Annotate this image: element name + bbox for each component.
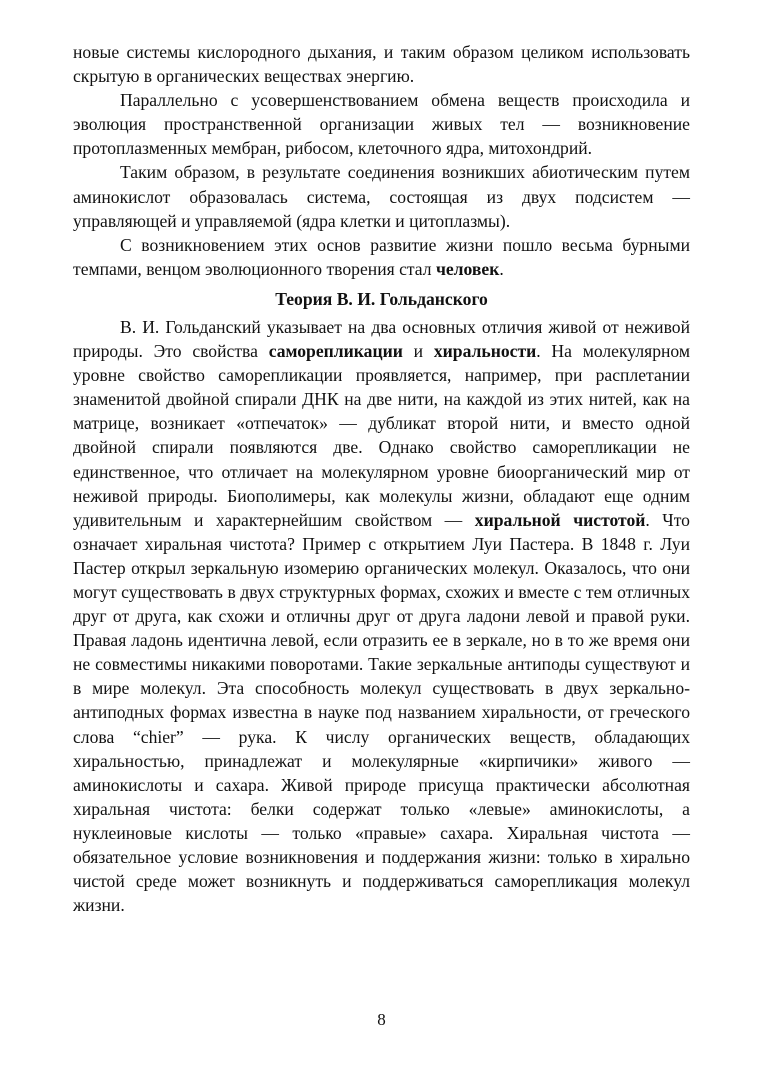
text-run: Таким образом, в результате соединения возникших абиотическим путем аминокислот образовалась система, состоящая из двух подсистем — управляющей и управляемой (ядра клетки и цитоплазмы). — [73, 162, 690, 231]
text-run: новые системы кислородного дыхания, и таким образом целиком использовать скрытую в органических веществах энергию. — [73, 42, 690, 87]
bold-term-self-replication: саморепликации — [268, 341, 403, 362]
section-heading: Теория В. И. Гольданского — [275, 288, 488, 309]
text-run: Параллельно с усовершенствованием обмена веществ происходила и эволюция пространственной организации живых тел — возникновение протоплазменных мембран, рибосом, клеточного ядра, митохондрий. — [73, 90, 690, 159]
paragraph-human-crown — [73, 233, 690, 281]
paragraph-continuation — [73, 40, 690, 88]
paragraph-goldansky-theory — [73, 315, 690, 917]
text-run: . Что означает хиральная чистота? Пример с открытием Луи Пастера. В 1848 г. Луи Пастер открыл зеркальную изомерию органических молекул. Оказалось, что они могут существовать в двух структурных формах, схожих и вместе с тем отличных друг от друга, как схожи и отличны друг от друга ладони левой и правой руки. Правая ладонь идентична левой, если отразить ее в зеркале, но в то же время они не совместимы никакими поворотами. Такие зеркальные антиподы существуют и в мире молекул. Эта способность молекул существовать в двух зеркально-антиподных формах известна в науке под названием хиральности, от греческого слова “chier” — рука. К числу органических веществ, обладающих хиральностью, принадлежат и молекулярные «кирпичики» живого — аминокислоты и сахара. Живой природе присуща практически абсолютная хиральная чистота: белки содержат только «левые» аминокислоты, а нуклеиновые кислоты — только «правые» сахара. Хиральная чистота — обязательное условие возникновения и поддержания жизни: только в хирально чистой среде может возникнуть и поддерживаться саморепликация молекул жизни. — [73, 509, 690, 916]
document-page — [73, 40, 690, 917]
bold-term-chirality: хиральности — [433, 341, 537, 362]
bold-term-human: человек — [435, 258, 500, 279]
text-run: В. И. Гольданский указывает на два основных отличия живой от неживой природы. Это свойства — [73, 316, 690, 362]
text-run: и — [402, 341, 434, 362]
page-number: 8 — [377, 1010, 386, 1029]
text-run: . На молекулярном уровне свойство саморепликации проявляется, например, при расплетании знаменитой двойной спирали ДНК на две нити, на каждой из этих нитей, как на матрице, возникает «отпечаток» — дубликат второй нити, и вместо одной двойной спирали появляются две. Однако свойство саморепликации не единственное, что отличает на молекулярном уровне биоорганический мир от неживой природы. Биополимеры, как молекулы жизни, обладают еще одним удивительным и характернейшим свойством — — [73, 341, 690, 530]
text-run: . — [499, 258, 504, 279]
bold-term-chiral-purity: хиральной чистотой — [474, 509, 646, 530]
paragraph-subsystems — [73, 160, 690, 232]
text-run: С возникновением этих основ развитие жизни пошло весьма бурными темпами, венцом эволюционного творения стал — [73, 234, 690, 279]
paragraph-parallel-evolution — [73, 88, 690, 160]
